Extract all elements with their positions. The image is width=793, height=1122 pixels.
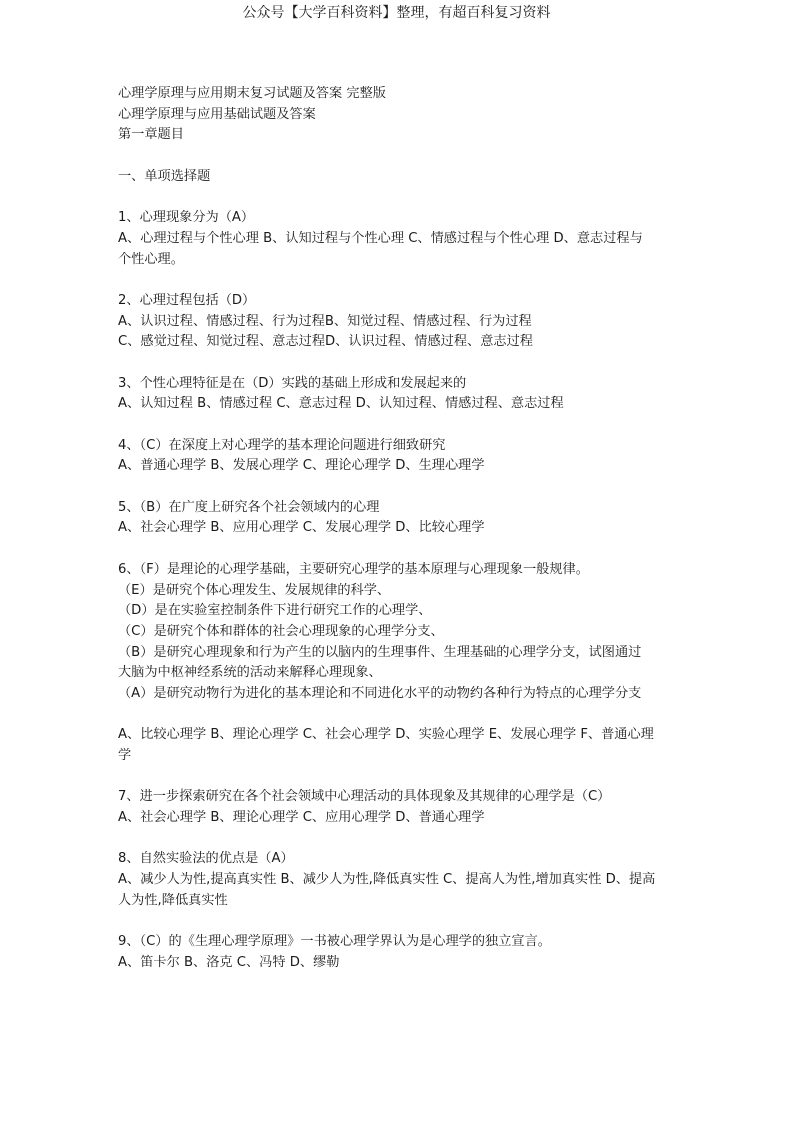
question-line: C、感觉过程、知觉过程、意志过程D、认识过程、情感过程、意志过程 (118, 334, 533, 350)
question-line: 人为性,降低真实性 (118, 892, 228, 908)
question-text: 2、心理过程包括（D） (118, 292, 256, 308)
question-text: A、比较心理学 B、理论心理学 C、社会心理学 D、实验心理学 E、发展心理学 F、普通心理 (118, 727, 654, 743)
document-title: 心理学原理与应用期末复习试题及答案 完整版 (118, 86, 386, 101)
question-text: 1、心理现象分为（A） (118, 210, 255, 226)
question-text: 4、（C）在深度上对心理学的基本理论问题进行细致研究 (118, 437, 446, 453)
question-line: A、普通心理学 B、发展心理学 C、理论心理学 D、生理心理学 (118, 458, 485, 474)
page-header-banner: 公众号【大学百科资料】整理，有超百科复习资料 (242, 5, 551, 21)
question-block (118, 374, 688, 415)
question-block (118, 725, 688, 766)
question-block (118, 849, 688, 911)
question-text: 6、（F）是理论的心理学基础，主要研究心理学的基本原理与心理现象一般规律。 (118, 561, 589, 577)
question-line: （D）是在实验室控制条件下进行研究工作的心理学、 (118, 603, 432, 619)
section-heading: 一、单项选择题 (118, 168, 211, 184)
question-list (118, 208, 688, 973)
question-line: A、减少人为性,提高真实性 B、减少人为性,降低真实性 C、提高人为性,增加真实性 D、提高 (118, 872, 656, 888)
question-block (118, 498, 688, 539)
question-line: A、心理过程与个性心理 B、认知过程与个性心理 C、情感过程与个性心理 D、意志过程与 (118, 230, 643, 246)
question-line: A、社会心理学 B、应用心理学 C、发展心理学 D、比较心理学 (118, 520, 485, 536)
question-line: （A）是研究动物行为进化的基本理论和不同进化水平的动物约各种行为特点的心理学分支 (118, 685, 642, 701)
question-line: A、社会心理学 B、理论心理学 C、应用心理学 D、普通心理学 (118, 810, 485, 826)
question-line: 个性心理。 (118, 251, 184, 267)
question-line: （B）是研究心理现象和行为产生的以脑内的生理事件、生理基础的心理学分支，试图通过 (118, 644, 642, 660)
question-text: 7、进一步探索研究在各个社会领域中心理活动的具体现象及其规律的心理学是（C） (118, 789, 611, 805)
question-block (118, 291, 688, 353)
question-line: A、笛卡尔 B、洛克 C、冯特 D、缪勒 (118, 954, 340, 970)
question-text: 9、（C）的《生理心理学原理》一书被心理学界认为是心理学的独立宣言。 (118, 934, 551, 950)
question-line: A、认知过程 B、情感过程 C、意志过程 D、认知过程、情感过程、意志过程 (118, 396, 564, 412)
question-block (118, 208, 688, 270)
question-block (118, 436, 688, 477)
document-body (118, 84, 688, 974)
document-subtitle: 心理学原理与应用基础试题及答案 (118, 106, 316, 122)
question-line: 大脑为中枢神经系统的活动来解释心理现象、 (118, 665, 382, 681)
question-line: （C）是研究个体和群体的社会心理现象的心理学分支、 (118, 623, 444, 639)
question-block (118, 787, 688, 828)
question-block (118, 932, 688, 973)
question-text: 5、（B）在广度上研究各个社会领域内的心理 (118, 499, 380, 515)
question-line: 学 (118, 748, 132, 763)
question-line: A、认识过程、情感过程、行为过程B、知觉过程、情感过程、行为过程 (118, 313, 532, 329)
question-text: 3、个性心理特征是在（D）实践的基础上形成和发展起来的 (118, 375, 467, 391)
question-block (118, 560, 688, 705)
chapter-title: 第一章题目 (118, 127, 184, 143)
question-text: 8、自然实验法的优点是（A） (118, 851, 294, 867)
question-line: （E）是研究个体心理发生、发展规律的科学、 (118, 582, 391, 598)
